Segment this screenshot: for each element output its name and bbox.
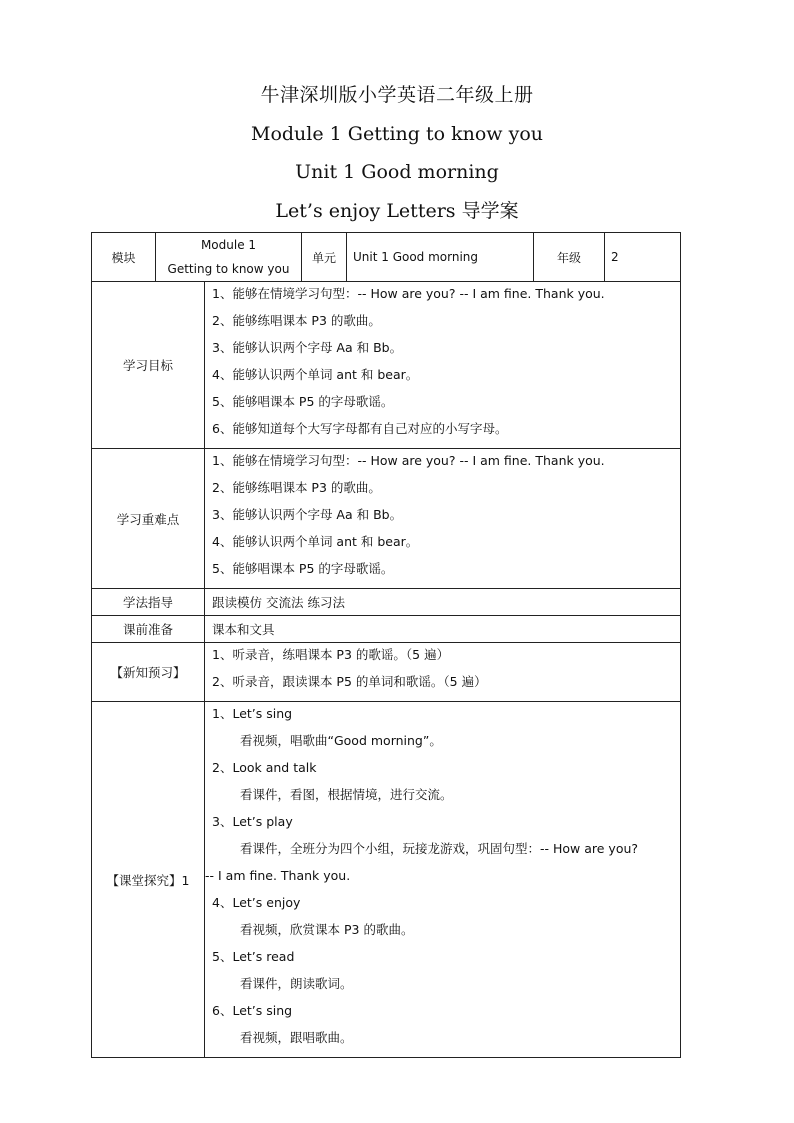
objective-item: 6、能够知道每个大写字母都有自己对应的小写字母。 (212, 421, 508, 436)
key-point-item: 5、能够唱课本 P5 的字母歌谣。 (212, 561, 394, 576)
module-value (156, 233, 302, 282)
activity-title: 6、Let’s sing (212, 1003, 293, 1018)
key-points-label: 学习重难点 (92, 449, 205, 589)
prep-label: 课前准备 (92, 616, 205, 643)
activity-desc: 看课件，全班分为四个小组，玩接龙游戏，巩固句型：-- How are you? (240, 841, 639, 856)
module-number: Module 1 (200, 238, 257, 252)
key-point-item: 2、能够练唱课本 P3 的歌曲。 (212, 480, 381, 495)
preview-row (92, 643, 681, 702)
objective-item: 1、能够在情境学习句型：-- How are you? -- I am fine. Thank you. (212, 286, 605, 301)
activity-desc-continued: -- I am fine. Thank you. (205, 868, 351, 883)
preview-label: 【新知预习】 (92, 643, 205, 702)
activity-title: 5、Let’s read (212, 949, 295, 964)
key-point-item: 3、能够认识两个字母 Aa 和 Bb。 (212, 507, 403, 522)
activity-desc: 看课件，看图，根据情境，进行交流。 (240, 787, 453, 802)
method-value: 跟读模仿 交流法 练习法 (205, 589, 681, 616)
activity-desc: 看视频，欣赏课本 P3 的歌曲。 (240, 922, 414, 937)
objective-item: 5、能够唱课本 P5 的字母歌谣。 (212, 394, 394, 409)
objective-item: 4、能够认识两个单词 ant 和 bear。 (212, 367, 419, 382)
document-title-block (0, 76, 794, 230)
objective-item: 3、能够认识两个字母 Aa 和 Bb。 (212, 340, 403, 355)
module-name: Getting to know you (167, 262, 290, 276)
unit-value: Unit 1 Good morning (347, 233, 534, 282)
activity-desc: 看视频，唱歌曲“Good morning”。 (240, 733, 442, 748)
unit-title: Unit 1 Good morning (295, 161, 499, 183)
key-point-item: 1、能够在情境学习句型：-- How are you? -- I am fine. Thank you. (212, 453, 605, 468)
key-point-item: 4、能够认识两个单词 ant 和 bear。 (212, 534, 419, 549)
activity-title: 1、Let’s sing (212, 706, 293, 721)
key-points-row (92, 449, 681, 589)
activity-title: 2、Look and talk (212, 760, 317, 775)
preview-item: 2、听录音，跟读课本 P5 的单词和歌谣。（5 遍） (212, 674, 487, 689)
header-row (92, 233, 681, 282)
objectives-label: 学习目标 (92, 282, 205, 449)
explore-label: 【课堂探究】1 (92, 702, 205, 1058)
objectives-content (205, 282, 681, 449)
method-row (92, 589, 681, 616)
unit-label: 单元 (302, 233, 347, 282)
grade-value: 2 (605, 233, 681, 282)
objectives-row (92, 282, 681, 449)
activity-desc: 看课件，朗读歌词。 (240, 976, 353, 991)
activity-title: 4、Let’s enjoy (212, 895, 301, 910)
module-title: Module 1 Getting to know you (250, 122, 543, 145)
key-points-content (205, 449, 681, 589)
lesson-title: Let’s enjoy Letters 导学案 (275, 199, 519, 222)
module-label: 模块 (92, 233, 156, 282)
prep-row (92, 616, 681, 643)
lesson-plan-table (91, 232, 681, 1058)
objective-item: 2、能够练唱课本 P3 的歌曲。 (212, 313, 381, 328)
explore-row (92, 702, 681, 1058)
preview-item: 1、听录音，练唱课本 P3 的歌谣。（5 遍） (212, 647, 450, 662)
grade-label: 年级 (534, 233, 605, 282)
activity-desc: 看视频，跟唱歌曲。 (240, 1030, 353, 1045)
prep-value: 课本和文具 (205, 616, 681, 643)
explore-content (205, 702, 681, 1058)
document-title: 牛津深圳版小学英语二年级上册 (260, 84, 534, 106)
method-label: 学法指导 (92, 589, 205, 616)
activity-title: 3、Let’s play (212, 814, 293, 829)
preview-content (205, 643, 681, 702)
